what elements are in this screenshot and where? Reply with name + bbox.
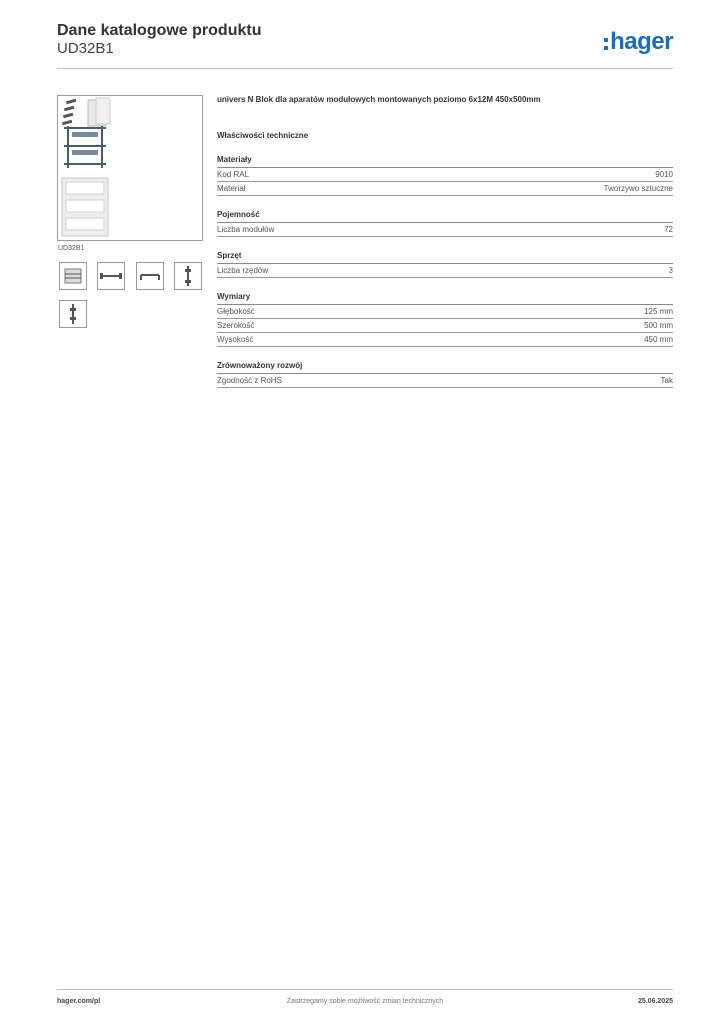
spec-value: 450 mm bbox=[644, 335, 673, 344]
spec-row bbox=[217, 168, 673, 182]
spec-row bbox=[217, 305, 673, 319]
group-title-hardware: Sprzęt bbox=[217, 251, 673, 264]
spec-value: Tak bbox=[660, 376, 673, 385]
page-header bbox=[57, 20, 673, 70]
thumbnail-4[interactable] bbox=[174, 262, 202, 290]
spec-value: 125 mm bbox=[644, 307, 673, 316]
footer-notice: Zastrzegamy sobie możliwość zmian technicznych bbox=[286, 998, 444, 1005]
rail-side-thumb-icon bbox=[138, 266, 162, 286]
image-caption: UD32B1 bbox=[58, 245, 85, 252]
spec-value: 3 bbox=[668, 266, 673, 275]
spec-row bbox=[217, 333, 673, 347]
spec-label: Liczba rzędów bbox=[217, 266, 269, 275]
spec-row bbox=[217, 182, 673, 196]
spec-value: 500 mm bbox=[644, 321, 673, 330]
rail-thumb-icon bbox=[99, 266, 123, 286]
spec-label: Głębokość bbox=[217, 307, 255, 316]
spec-row bbox=[217, 264, 673, 278]
product-main-image[interactable] bbox=[57, 95, 203, 241]
group-title-sustainability: Zrównoważony rozwój bbox=[217, 361, 673, 374]
spec-label: Zgodność z RoHS bbox=[217, 376, 282, 385]
spec-label: Kod RAL bbox=[217, 170, 250, 179]
hager-logo bbox=[604, 28, 673, 56]
spec-row bbox=[217, 374, 673, 388]
assembly-thumb-icon bbox=[63, 266, 83, 286]
footer-website-link[interactable]: hager.com/pl bbox=[57, 998, 101, 1005]
logo-text: hager bbox=[610, 28, 673, 55]
product-description: univers N Blok dla aparatów modułowych montowanych poziomo 6x12M 450x500mm bbox=[217, 95, 541, 104]
bracket-thumb-icon bbox=[63, 302, 83, 326]
spec-label: Liczba modułów bbox=[217, 225, 275, 234]
product-code: UD32B1 bbox=[57, 40, 114, 57]
product-illustration-icon bbox=[58, 96, 202, 240]
document-title: Dane katalogowe produktu bbox=[57, 22, 262, 39]
vertical-rail-thumb-icon bbox=[178, 264, 198, 288]
spec-label: Materiał bbox=[217, 184, 246, 193]
spec-value: 9010 bbox=[655, 170, 673, 179]
group-title-capacity: Pojemność bbox=[217, 210, 673, 223]
thumbnail-5[interactable] bbox=[59, 300, 87, 328]
spec-row bbox=[217, 223, 673, 237]
spec-section-title: Właściwości techniczne bbox=[217, 131, 309, 140]
spec-value: Tworzywo sztuczne bbox=[603, 184, 673, 193]
thumbnail-1[interactable] bbox=[59, 262, 87, 290]
group-title-dimensions: Wymiary bbox=[217, 292, 673, 305]
spec-label: Szerokość bbox=[217, 321, 255, 330]
footer-date: 25.06.2025 bbox=[637, 998, 673, 1005]
thumbnail-2[interactable] bbox=[97, 262, 125, 290]
group-title-materials: Materiały bbox=[217, 155, 673, 168]
footer-divider bbox=[57, 989, 673, 990]
spec-row bbox=[217, 319, 673, 333]
logo-dots-icon bbox=[604, 38, 608, 50]
spec-label: Wysokość bbox=[217, 335, 254, 344]
technical-spec bbox=[217, 95, 673, 388]
header-divider bbox=[57, 68, 673, 69]
thumbnail-3[interactable] bbox=[136, 262, 164, 290]
spec-value: 72 bbox=[664, 225, 673, 234]
